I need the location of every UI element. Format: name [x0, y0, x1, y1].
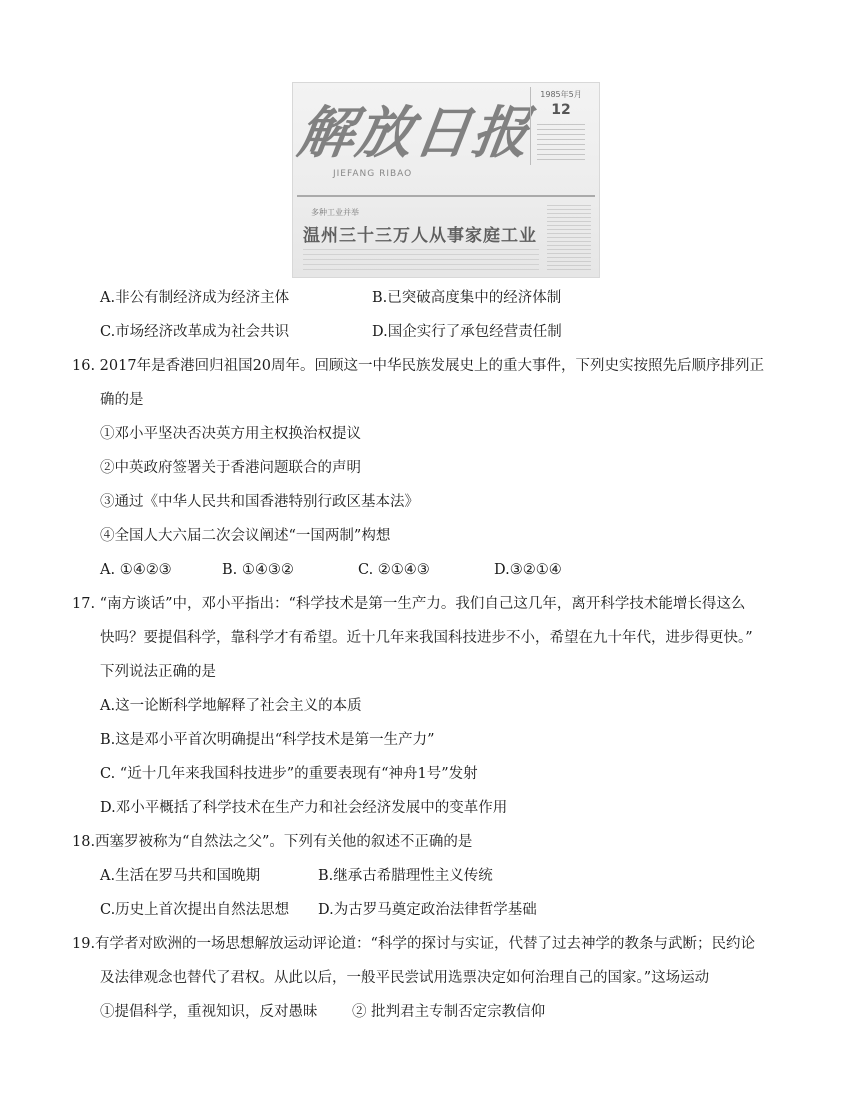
q17-option-a: A.这一论断科学地解释了社会主义的本质: [100, 698, 362, 714]
q16-item-4: ④全国人大六届二次会议阐述“一国两制”构想: [100, 528, 391, 544]
newspaper-date-lines: [537, 124, 585, 160]
newspaper-masthead: 解放日报: [293, 100, 536, 166]
q16-option-a: A. ①④②③: [100, 562, 172, 578]
q16-option-c: C. ②①④③: [358, 562, 430, 578]
q19-stem-line2: 及法律观念也替代了君权。从此以后，一般平民尝试用选票决定如何治理自己的国家。”这场运动: [100, 970, 710, 986]
newspaper-pinyin: JIEFANG RIBAO: [333, 169, 413, 179]
q17-option-b: B.这是邓小平首次明确提出“科学技术是第一生产力”: [100, 732, 435, 748]
newspaper-image: [292, 82, 600, 278]
q15-option-a: A.非公有制经济成为经济主体: [100, 290, 290, 306]
newspaper-subhead: 多种工业并举: [311, 208, 359, 217]
newspaper-body-text: [303, 249, 539, 271]
q18-option-a: A.生活在罗马共和国晚期: [100, 868, 261, 884]
q15-option-b: B.已突破高度集中的经济体制: [372, 290, 562, 306]
q16-item-1: ①邓小平坚决否决英方用主权换治权提议: [100, 426, 361, 442]
q15-option-d: D.国企实行了承包经营责任制: [372, 324, 562, 340]
q18-stem: 18.西塞罗被称为“自然法之父”。下列有关他的叙述不正确的是: [72, 834, 473, 850]
q16-item-2: ②中英政府签署关于香港问题联合的声明: [100, 460, 361, 476]
q19-item-1: ①提倡科学，重视知识，反对愚昧: [100, 1004, 318, 1020]
q16-option-b: B. ①④③②: [222, 562, 294, 578]
q16-stem-line1: 16. 2017年是香港回归祖国20周年。回顾这一中华民族发展史上的重大事件，下列史实按照先后顺序排列正: [72, 358, 765, 374]
newspaper-day: 12: [551, 102, 571, 118]
q16-item-3: ③通过《中华人民共和国香港特别行政区基本法》: [100, 494, 419, 510]
q17-option-d: D.邓小平概括了科学技术在生产力和社会经济发展中的变革作用: [100, 800, 508, 816]
q19-item-2: ② 批判君主专制否定宗教信仰: [352, 1004, 546, 1020]
q19-stem-line1: 19.有学者对欧洲的一场思想解放运动评论道：“科学的探讨与实证，代替了过去神学的教条与武断；民约论: [72, 936, 755, 952]
newspaper-rule: [297, 195, 595, 197]
q17-stem-line1: 17. “南方谈话”中，邓小平指出：“科学技术是第一生产力。我们自己这几年，离开科学技术能增长得这么: [72, 596, 746, 612]
newspaper-date: 1985年5月: [540, 90, 582, 99]
newspaper-date-box: [530, 87, 591, 165]
q16-option-d: D.③②①④: [494, 562, 562, 578]
q17-option-c: C. “近十几年来我国科技进步”的重要表现有“神舟1号”发射: [100, 766, 478, 782]
q15-option-c: C.市场经济改革成为社会共识: [100, 324, 290, 340]
q17-stem-line3: 下列说法正确的是: [100, 664, 216, 680]
q18-option-c: C.历史上首次提出自然法思想: [100, 902, 290, 918]
q17-stem-line2: 快吗？要提倡科学，靠科学才有希望。近十几年来我国科技进步不小，希望在九十年代，进步得更快。”: [100, 630, 753, 646]
q18-option-d: D.为古罗马奠定政治法律哲学基础: [318, 902, 537, 918]
q18-option-b: B.继承古希腊理性主义传统: [318, 868, 493, 884]
newspaper-side-column: [547, 205, 591, 271]
newspaper-headline: 温州三十三万人从事家庭工业: [303, 226, 537, 246]
q16-stem-line2: 确的是: [100, 392, 144, 408]
